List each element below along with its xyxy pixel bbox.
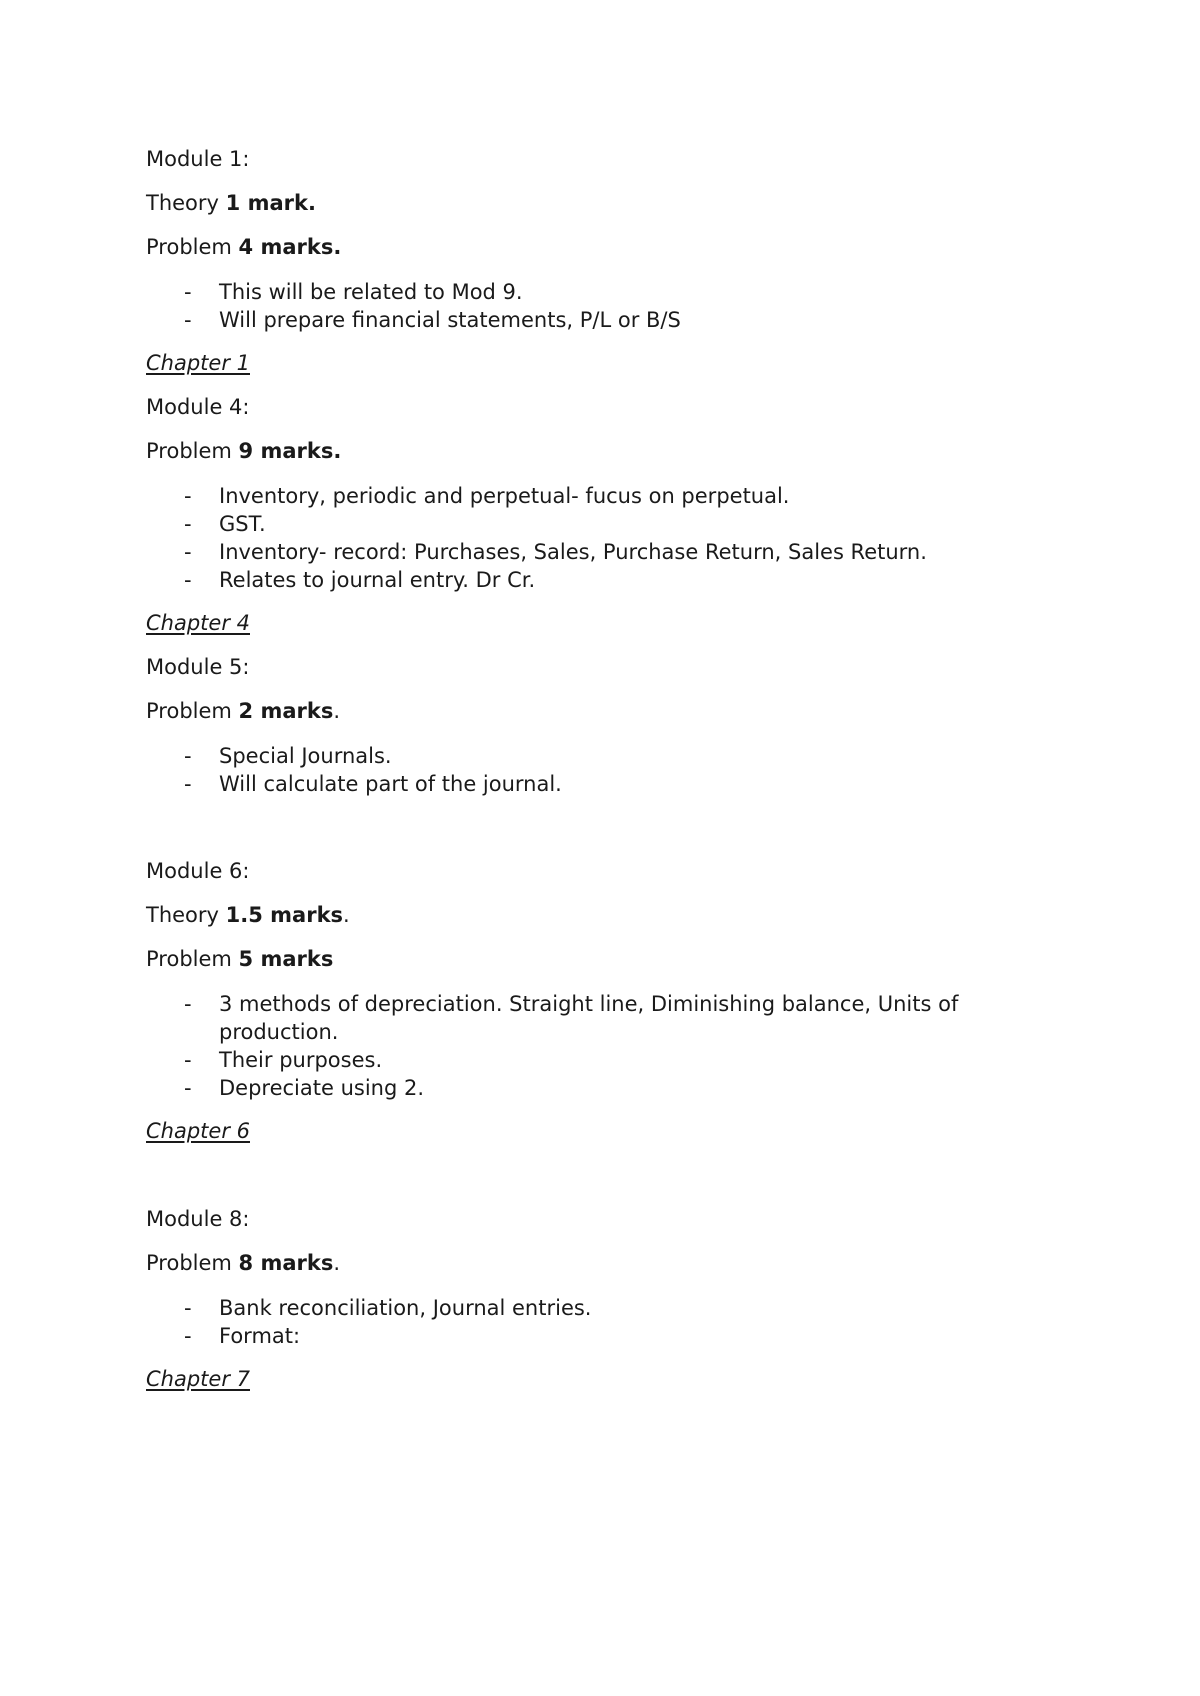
problem-label: Problem [146,1251,239,1275]
list-item-text: Inventory, periodic and perpetual- fucus on perpetual. [219,484,790,508]
problem-marks: 5 marks [238,947,334,971]
module-8-heading: Module 8: [146,1207,250,1231]
list-item-text: 3 methods of depreciation. Straight line, Diminishing balance, Units of production. [219,992,959,1044]
problem-label: Problem [146,947,239,971]
chapter-7-label: Chapter 7 [146,1367,250,1391]
bullet-dash: - [184,308,192,332]
list-item-text: Inventory- record: Purchases, Sales, Purchase Return, Sales Return. [219,540,927,564]
list-item-text: GST. [219,512,266,536]
bullet-dash: - [184,744,192,768]
module-1-heading: Module 1: [146,147,250,171]
problem-marks: 9 marks. [238,439,342,463]
bullet-dash: - [184,484,192,508]
bullet-dash: - [184,1048,192,1072]
chapter-4-label: Chapter 4 [146,611,250,635]
bullet-dash: - [184,1324,192,1348]
bullet-dash: - [184,1296,192,1320]
problem-label: Problem [146,699,239,723]
list-item-text: Bank reconciliation, Journal entries. [219,1296,592,1320]
module-1-problem [146,234,341,260]
bullet-dash: - [184,280,192,304]
list-item-text: Will prepare financial statements, P/L or B/S [219,308,681,332]
problem-marks: 8 marks [238,1251,334,1275]
problem-label: Problem [146,439,239,463]
theory-label: Theory [146,903,226,927]
problem-marks: 2 marks [238,699,334,723]
bullet-dash: - [184,772,192,796]
bullet-dash: - [184,568,192,592]
list-item-text: Format: [219,1324,301,1348]
chapter-6-label: Chapter 6 [146,1119,250,1143]
module-6-theory [146,902,350,928]
module-5-heading: Module 5: [146,655,250,679]
list-item-text: Special Journals. [219,744,392,768]
theory-label: Theory [146,191,226,215]
problem-suffix: . [333,1251,341,1275]
theory-marks: 1 mark. [225,191,316,215]
bullet-dash: - [184,992,192,1016]
list-item-text: This will be related to Mod 9. [219,280,523,304]
module-8-problem [146,1250,340,1276]
module-6-heading: Module 6: [146,859,250,883]
problem-suffix: . [333,699,341,723]
module-4-heading: Module 4: [146,395,250,419]
list-item-text: Depreciate using 2. [219,1076,425,1100]
module-4-problem [146,438,341,464]
list-item-text: Their purposes. [219,1048,383,1072]
bullet-dash: - [184,512,192,536]
bullet-dash: - [184,1076,192,1100]
module-1-theory [146,190,316,216]
list-item-text: Will calculate part of the journal. [219,772,562,796]
list-item-text: Relates to journal entry. Dr Cr. [219,568,536,592]
module-6-problem [146,946,333,972]
problem-marks: 4 marks. [238,235,342,259]
theory-suffix: . [343,903,350,927]
problem-label: Problem [146,235,239,259]
bullet-dash: - [184,540,192,564]
module-5-problem [146,698,340,724]
theory-marks: 1.5 marks [225,903,344,927]
chapter-1-label: Chapter 1 [146,351,250,375]
